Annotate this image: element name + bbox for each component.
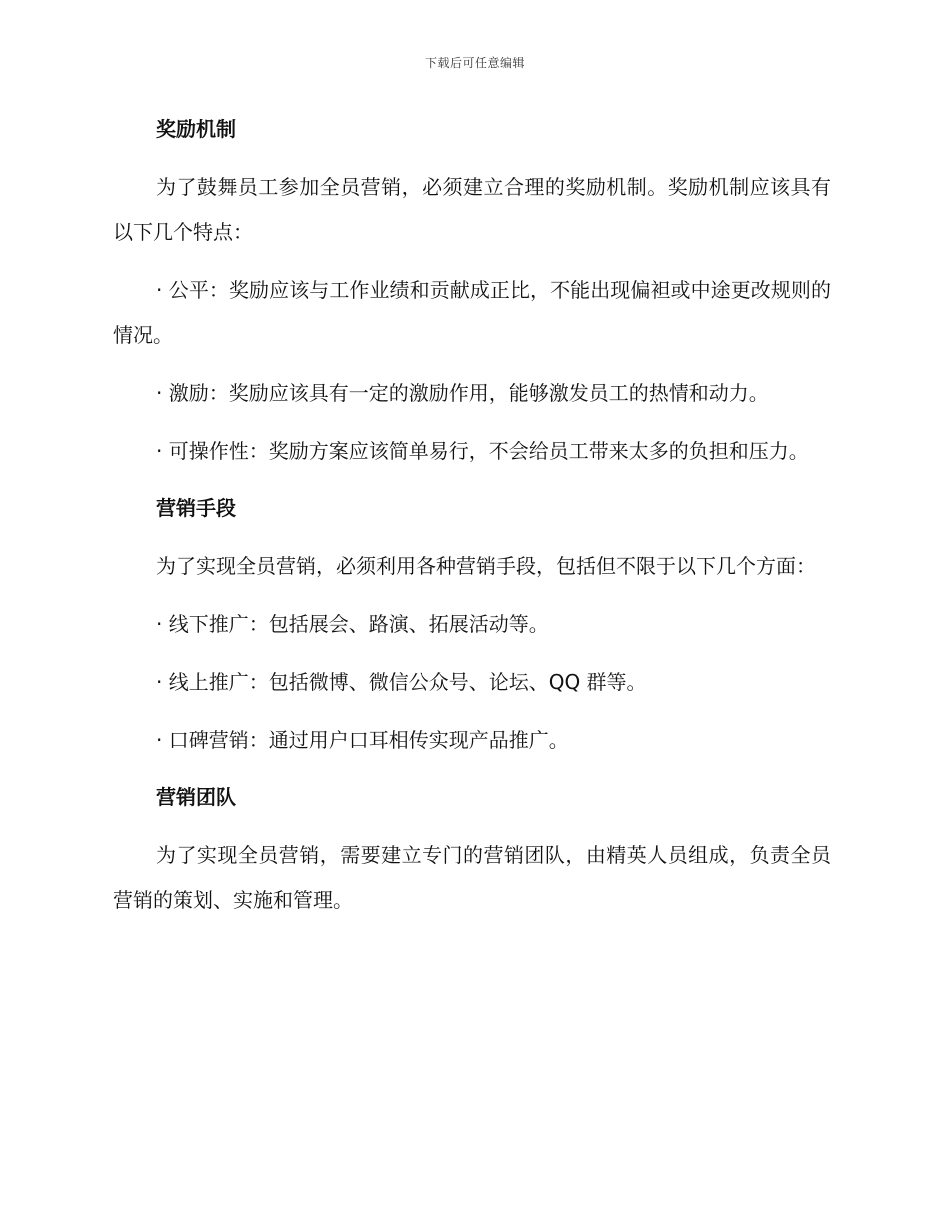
bullet-item: · 激励：奖励应该具有一定的激励作用，能够激发员工的热情和动力。 xyxy=(156,381,769,405)
section-intro: 为了鼓舞员工参加全员营销，必须建立合理的奖励机制。奖励机制应该具有以下几个特点： xyxy=(113,175,831,244)
bullet-item: · 公平：奖励应该与工作业绩和贡献成正比，不能出现偏袒或中途更改规则的情况。 xyxy=(113,278,831,347)
section-marketing-team xyxy=(113,776,831,923)
document-body xyxy=(113,108,831,936)
header-note: 下载后可任意编辑 xyxy=(424,56,525,70)
bullet-item: · 线下推广：包括展会、路演、拓展活动等。 xyxy=(156,612,549,636)
section-heading: 奖励机制 xyxy=(156,117,236,141)
bullet-item: · 口碑营销：通过用户口耳相传实现产品推广。 xyxy=(156,728,569,752)
section-heading: 营销团队 xyxy=(156,785,236,809)
section-marketing-methods xyxy=(113,487,831,763)
section-reward-mechanism xyxy=(113,108,831,474)
bullet-item: · 可操作性：奖励方案应该简单易行，不会给员工带来太多的负担和压力。 xyxy=(156,439,809,463)
bullet-item: · 线上推广：包括微博、微信公众号、论坛、QQ 群等。 xyxy=(156,670,647,694)
section-heading: 营销手段 xyxy=(156,496,236,520)
section-intro: 为了实现全员营销，需要建立专门的营销团队，由精英人员组成，负责全员营销的策划、实施和管理。 xyxy=(113,843,831,912)
section-intro: 为了实现全员营销，必须利用各种营销手段，包括但不限于以下几个方面： xyxy=(156,554,816,578)
